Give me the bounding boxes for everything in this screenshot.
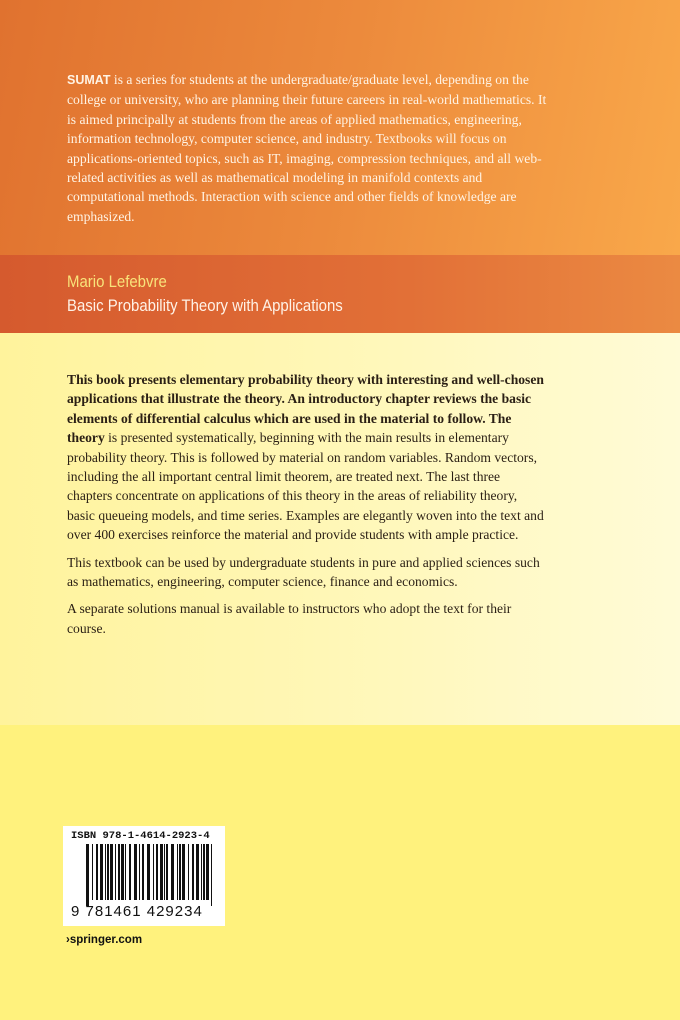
barcode-bar (171, 844, 174, 900)
barcode-bar (203, 844, 205, 900)
barcode-bar (166, 844, 168, 900)
series-text: is a series for students at the undergraduate/graduate level, depending on the college or university, who are planning their future careers in real-world mathematics. It is aimed principally at students from the areas of applied mathematics, engineering, information technology, computer science, and industry. Textbooks will focus on applications-oriented topics, such as IT, imaging, compression techniques, and all web-related activities as well as mathematical modeling in manifold contexts and computational methods. Interaction with science and other fields of knowledge are emphasized. (67, 72, 547, 224)
author-name: Mario Lefebvre (67, 272, 167, 291)
barcode-bar (107, 844, 109, 900)
barcode-bar (139, 844, 140, 900)
barcode-bar (134, 844, 137, 900)
barcode-bar (182, 844, 185, 900)
barcode-bar (156, 844, 158, 900)
description-solutions: A separate solutions manual is available to instructors who adopt the text for their course. (67, 601, 512, 636)
barcode-number: 9 781461 429234 (71, 903, 203, 920)
barcode-bar (153, 844, 154, 900)
barcode-bar (164, 844, 165, 900)
series-description (67, 70, 547, 226)
barcode-bar (118, 844, 120, 900)
barcode-bar (179, 844, 181, 900)
barcode-bar (142, 844, 144, 900)
barcode-bar (192, 844, 194, 900)
barcode-bar (100, 844, 103, 900)
barcode-bar (177, 844, 178, 900)
barcode-bar (206, 844, 209, 900)
barcode-bar (105, 844, 106, 900)
barcode-bars (86, 844, 216, 906)
barcode-bar (188, 844, 189, 900)
barcode-bar (211, 844, 212, 906)
publisher-link[interactable]: ›springer.com (66, 934, 143, 946)
barcode-bar (201, 844, 202, 900)
description-body: is presented systematically, beginning with the main results in elementary probability theory. This is followed by material on random variables. Random vectors, including the all important central limit theorem, are treated next. The last three chapters concentrate on applications of this theory in the areas of reliability theory, basic queueing models, and time series. Examples are elegantly woven into the text and over 400 exercises reinforce the material and provide students with ample practice. (67, 430, 544, 543)
barcode-bar (125, 844, 126, 900)
isbn-barcode (63, 826, 225, 926)
description-lead: This book presents elementary probability theory with interesting and well-chosen applications that illustrate the theory. An introductory chapter reviews the basic elements of differential calculus which are used in the material to follow. The theory (67, 372, 544, 446)
barcode-bar (160, 844, 163, 900)
barcode-bar (92, 844, 93, 900)
barcode-bar (196, 844, 199, 900)
book-description (67, 370, 547, 646)
book-title: Basic Probability Theory with Applications (67, 296, 343, 315)
barcode-bar (129, 844, 131, 900)
barcode-bar (110, 844, 113, 900)
barcode-bar (121, 844, 124, 900)
isbn-text: ISBN 978-1-4614-2923-4 (71, 830, 210, 842)
title-band (0, 255, 680, 333)
series-name: SUMAT (67, 73, 111, 87)
barcode-bar (147, 844, 150, 900)
barcode-bar (86, 844, 89, 906)
barcode-bar (96, 844, 98, 900)
description-audience: This textbook can be used by undergraduate students in pure and applied sciences such as mathematics, engineering, computer science, finance and economics. (67, 554, 540, 590)
barcode-bar (115, 844, 116, 900)
